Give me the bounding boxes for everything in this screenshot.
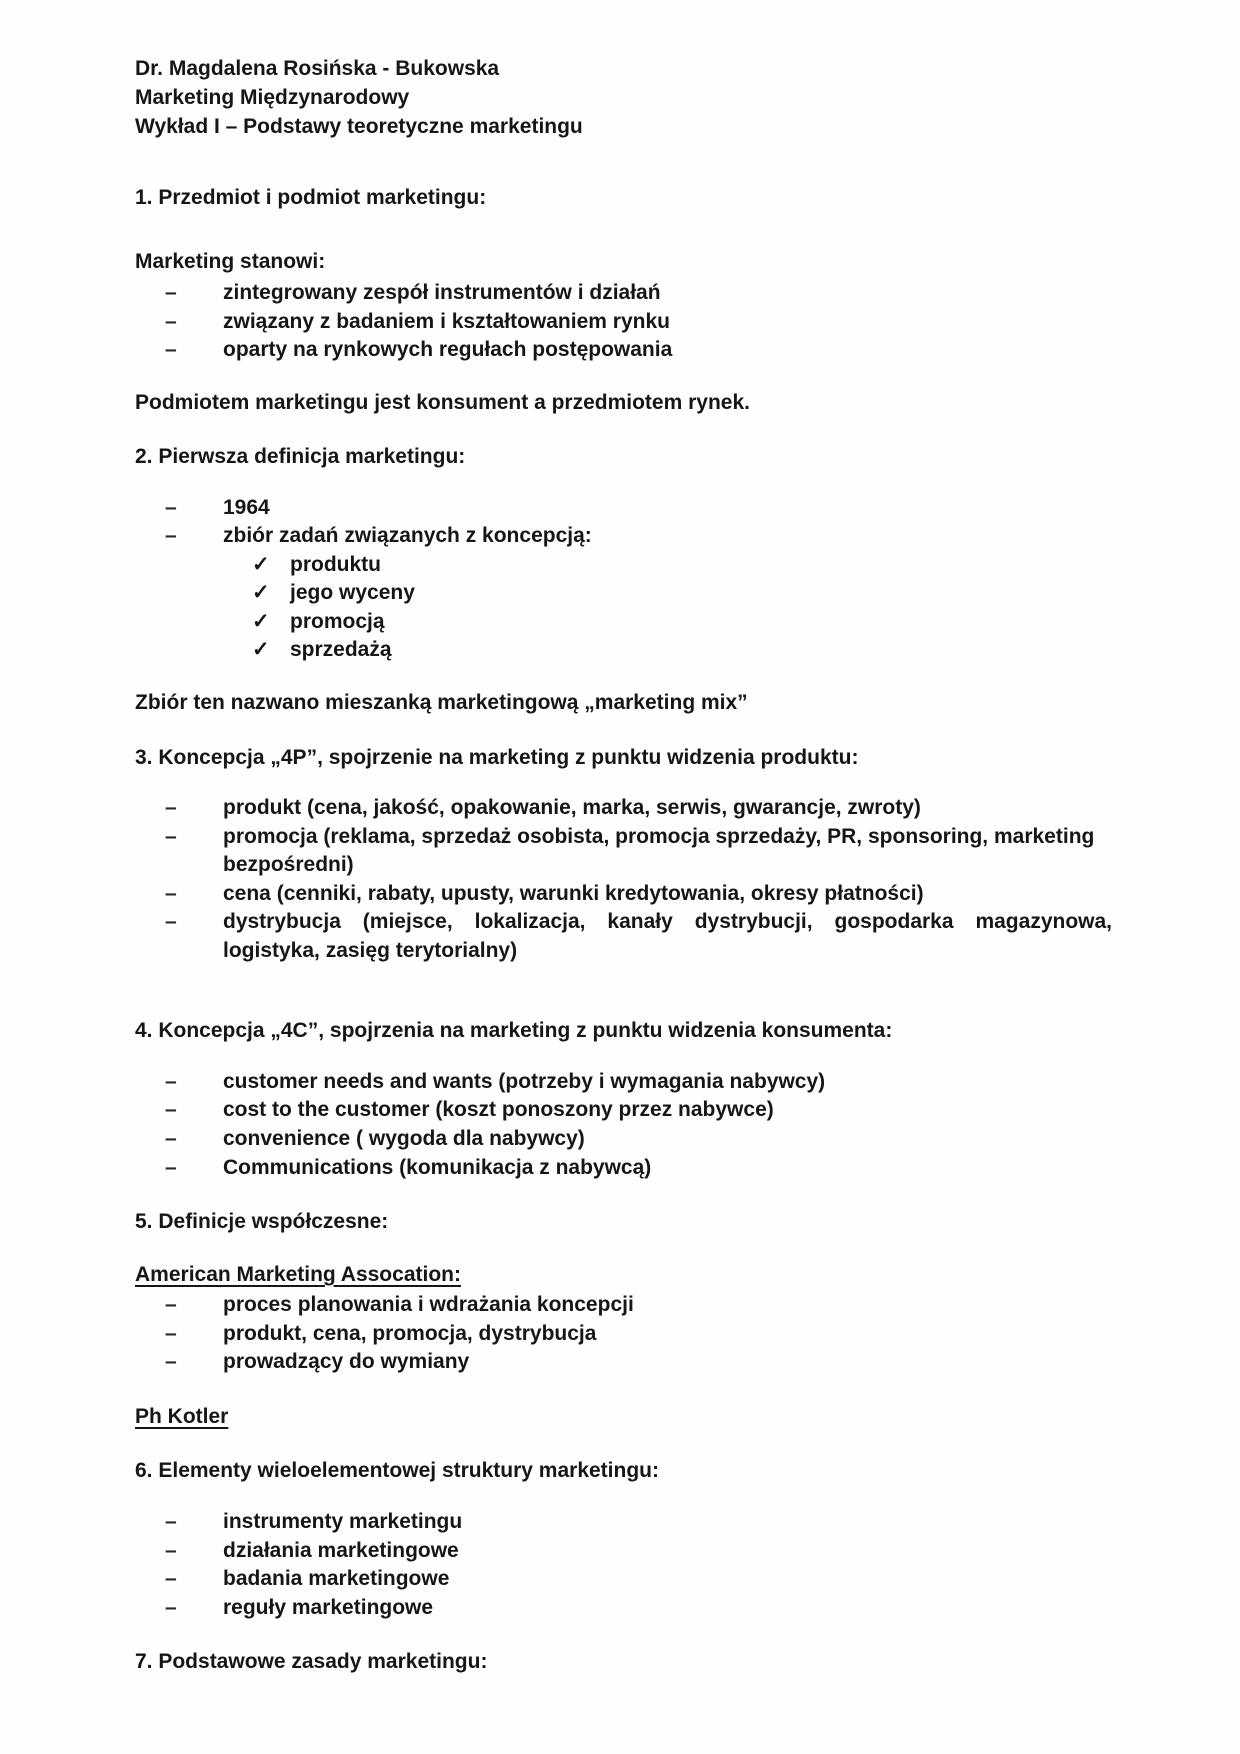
check-icon: ✓ xyxy=(252,609,270,633)
check-item-text: produktu xyxy=(290,552,381,576)
list-item xyxy=(135,1291,1112,1320)
list-item xyxy=(135,494,1112,523)
section-4-heading: 4. Koncepcja „4C”, spojrzenia na marketing z punktu widzenia konsumenta: xyxy=(135,1019,893,1043)
list-item-text: cost to the customer (koszt ponoszony przez nabywce) xyxy=(223,1098,774,1122)
dash-icon: – xyxy=(165,1127,177,1151)
dash-icon: – xyxy=(165,1293,177,1317)
check-item-text: sprzedażą xyxy=(290,638,392,662)
list-item-text: convenience ( wygoda dla nabywcy) xyxy=(223,1127,585,1151)
section-1-heading: 1. Przedmiot i podmiot marketingu: xyxy=(135,185,487,209)
document-header xyxy=(135,55,1112,142)
dash-icon: – xyxy=(165,1595,177,1619)
dash-icon: – xyxy=(165,281,177,304)
list-item xyxy=(135,880,1112,909)
dash-icon: – xyxy=(165,910,177,934)
list-item-text: promocja (reklama, sprzedaż osobista, promocja sprzedaży, PR, sponsoring, marketing bezpośredni) xyxy=(223,824,1095,877)
list-item-text: cena (cenniki, rabaty, upusty, warunki kredytowania, okresy płatności) xyxy=(223,881,924,905)
dash-icon: – xyxy=(165,1567,177,1591)
section-1-intro: Marketing stanowi: xyxy=(135,250,326,274)
list-item-text: dystrybucja (miejsce, lokalizacja, kanały dystrybucji, gospodarka magazynowa, logistyka, zasięg terytorialny) xyxy=(223,910,1112,962)
list-item xyxy=(135,794,1112,823)
list-item xyxy=(135,1068,1112,1097)
check-list-item xyxy=(135,636,1112,665)
list-item xyxy=(135,1537,1112,1566)
dash-icon: – xyxy=(165,1098,177,1122)
check-list-item xyxy=(135,551,1112,580)
check-icon: ✓ xyxy=(252,552,270,576)
dash-icon: – xyxy=(165,309,177,333)
list-item xyxy=(135,1594,1112,1623)
list-item-text: zbiór zadań związanych z koncepcją: xyxy=(223,524,592,548)
check-list-item xyxy=(135,579,1112,608)
dash-icon: – xyxy=(165,1350,177,1374)
list-item xyxy=(135,908,1112,965)
dash-icon: – xyxy=(165,824,177,848)
list-item-text: produkt, cena, promocja, dystrybucja xyxy=(223,1321,597,1345)
list-item xyxy=(135,1154,1112,1183)
check-item-text: promocją xyxy=(290,609,385,633)
lecture-title: Wykład I – Podstawy teoretyczne marketingu xyxy=(135,114,583,138)
list-item xyxy=(135,1565,1112,1594)
section-3-heading: 3. Koncepcja „4P”, spojrzenie na marketing z punktu widzenia produktu: xyxy=(135,745,859,769)
list-item-text: 1964 xyxy=(223,495,270,519)
dash-icon: – xyxy=(165,1321,177,1345)
list-item xyxy=(135,336,1112,365)
author-line: Dr. Magdalena Rosińska - Bukowska xyxy=(135,57,500,80)
list-item xyxy=(135,522,1112,551)
kotler-subheading: Ph Kotler xyxy=(135,1404,229,1428)
check-list-item xyxy=(135,608,1112,637)
section-4-list xyxy=(135,1068,1112,1182)
list-item xyxy=(135,1508,1112,1537)
section-7-heading: 7. Podstawowe zasady marketingu: xyxy=(135,1650,488,1674)
section-2-list xyxy=(135,494,1112,665)
ama-subheading: American Marketing Assocation: xyxy=(135,1262,461,1286)
section-6-heading: 6. Elementy wieloelementowej struktury marketingu: xyxy=(135,1459,659,1483)
dash-icon: – xyxy=(165,524,177,548)
list-item-text: prowadzący do wymiany xyxy=(223,1350,470,1374)
section-1-list xyxy=(135,279,1112,365)
list-item-text: instrumenty marketingu xyxy=(223,1509,463,1533)
section-2-note: Zbiór ten nazwano mieszanką marketingową „marketing mix” xyxy=(135,691,748,715)
section-1-note: Podmiotem marketingu jest konsument a przedmiotem rynek. xyxy=(135,390,750,414)
list-item xyxy=(135,823,1112,880)
section-3-list xyxy=(135,794,1112,965)
dash-icon: – xyxy=(165,1155,177,1179)
list-item xyxy=(135,1096,1112,1125)
section-5-heading: 5. Definicje współczesne: xyxy=(135,1210,389,1234)
list-item xyxy=(135,1348,1112,1377)
list-item-text: proces planowania i wdrażania koncepcji xyxy=(223,1293,634,1317)
dash-icon: – xyxy=(165,1509,177,1533)
section-5-list xyxy=(135,1291,1112,1377)
dash-icon: – xyxy=(165,338,177,362)
list-item-text: związany z badaniem i kształtowaniem rynku xyxy=(223,309,670,333)
check-icon: ✓ xyxy=(252,638,270,662)
dash-icon: – xyxy=(165,881,177,905)
list-item-text: produkt (cena, jakość, opakowanie, marka, serwis, gwarancje, zwroty) xyxy=(223,796,921,820)
list-item-text: działania marketingowe xyxy=(223,1538,459,1562)
list-item-text: zintegrowany zespół instrumentów i działań xyxy=(223,281,661,304)
list-item xyxy=(135,279,1112,308)
list-item xyxy=(135,308,1112,337)
dash-icon: – xyxy=(165,495,177,519)
section-2-heading: 2. Pierwsza definicja marketingu: xyxy=(135,445,466,469)
course-title: Marketing Międzynarodowy xyxy=(135,85,410,109)
dash-icon: – xyxy=(165,796,177,820)
section-6-list xyxy=(135,1508,1112,1622)
check-item-text: jego wyceny xyxy=(290,581,415,605)
list-item-text: badania marketingowe xyxy=(223,1567,450,1591)
list-item-text: reguły marketingowe xyxy=(223,1595,434,1619)
list-item-text: oparty na rynkowych regułach postępowania xyxy=(223,338,673,362)
list-item xyxy=(135,1125,1112,1154)
list-item-text: customer needs and wants (potrzeby i wymagania nabywcy) xyxy=(223,1069,826,1093)
list-item xyxy=(135,1320,1112,1349)
list-item-text: Communications (komunikacja z nabywcą) xyxy=(223,1155,652,1179)
dash-icon: – xyxy=(165,1069,177,1093)
dash-icon: – xyxy=(165,1538,177,1562)
check-icon: ✓ xyxy=(252,581,270,605)
